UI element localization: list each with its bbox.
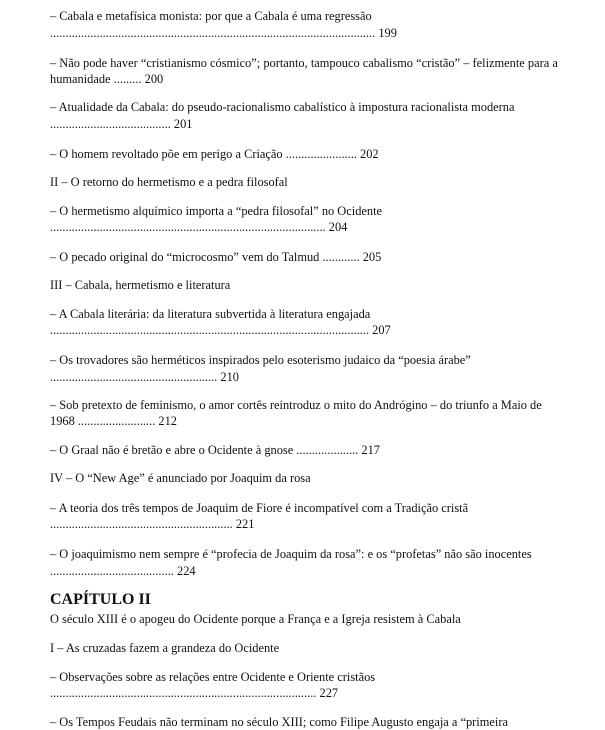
toc-entry: – O pecado original do “microcosmo” vem do Talmud ............ 205 (50, 250, 382, 264)
toc-entry: – Cabala e metafísica monista: por que a Cabala é uma regressão (50, 9, 372, 23)
toc-entry: – O hermetismo alquímico importa a “pedra filosofal” no Ocidente (50, 204, 383, 218)
toc-entry: – Os trovadores são herméticos inspirados pelo esoterismo judaico da “poesia árabe” (50, 353, 471, 367)
toc-leader: ........................................................... 221 (50, 517, 255, 531)
section-heading: III – Cabala, hermetismo e literatura (50, 278, 231, 292)
toc-leader: ....................................... 201 (50, 117, 193, 131)
toc-entry: – O joaquimismo nem sempre é “profecia de Joaquim da rosa”: e os “profetas” não são inocentes (50, 547, 532, 561)
toc-entry: – Sob pretexto de feminismo, o amor cortês reintroduz o mito do Andrógino – do triunfo a Maio de 1968 ......................... 212 (50, 398, 542, 428)
section-heading: I – As cruzadas fazem a grandeza do Ocidente (50, 641, 280, 655)
toc-entry: – Atualidade da Cabala: do pseudo-racionalismo cabalístico à impostura racionalista moderna (50, 100, 515, 114)
chapter-heading: CAPÍTULO II (50, 591, 151, 608)
toc-leader: ....................................................................................................... 207 (50, 323, 391, 337)
toc-leader: ......................................................................................... 204 (50, 220, 348, 234)
toc-entry: – A Cabala literária: da literatura subvertida à literatura engajada (50, 307, 371, 321)
toc-entry: – Observações sobre as relações entre Ocidente e Oriente cristãos (50, 670, 376, 684)
toc-leader: ...................................................................................... 227 (50, 686, 339, 700)
section-heading: II – O retorno do hermetismo e a pedra filosofal (50, 175, 288, 189)
toc-entry: – O homem revoltado põe em perigo a Criação ....................... 202 (50, 147, 379, 161)
toc-leader: ........................................ 224 (50, 564, 196, 578)
toc-entry: – A teoria dos três tempos de Joaquim de Fiore é incompatível com a Tradição cristã (50, 501, 469, 515)
toc-entry: – O Graal não é bretão e abre o Ocidente à gnose .................... 217 (50, 443, 380, 457)
toc-leader: ......................................................................................................... 199 (50, 26, 397, 40)
toc-entry: – Não pode haver “cristianismo cósmico”; portanto, tampouco cabalismo “cristão” – felizmente para a humanidade ......... 200 (50, 56, 558, 86)
toc-leader: ...................................................... 210 (50, 370, 239, 384)
chapter-subtitle: O século XIII é o apogeu do Ocidente porque a França e a Igreja resistem à Cabala (50, 612, 461, 626)
toc-entry: – Os Tempos Feudais não terminam no século XIII; como Filipe Augusto engaja a “primeira (50, 715, 508, 729)
section-heading: IV – O “New Age” é anunciado por Joaquim da rosa (50, 471, 311, 485)
